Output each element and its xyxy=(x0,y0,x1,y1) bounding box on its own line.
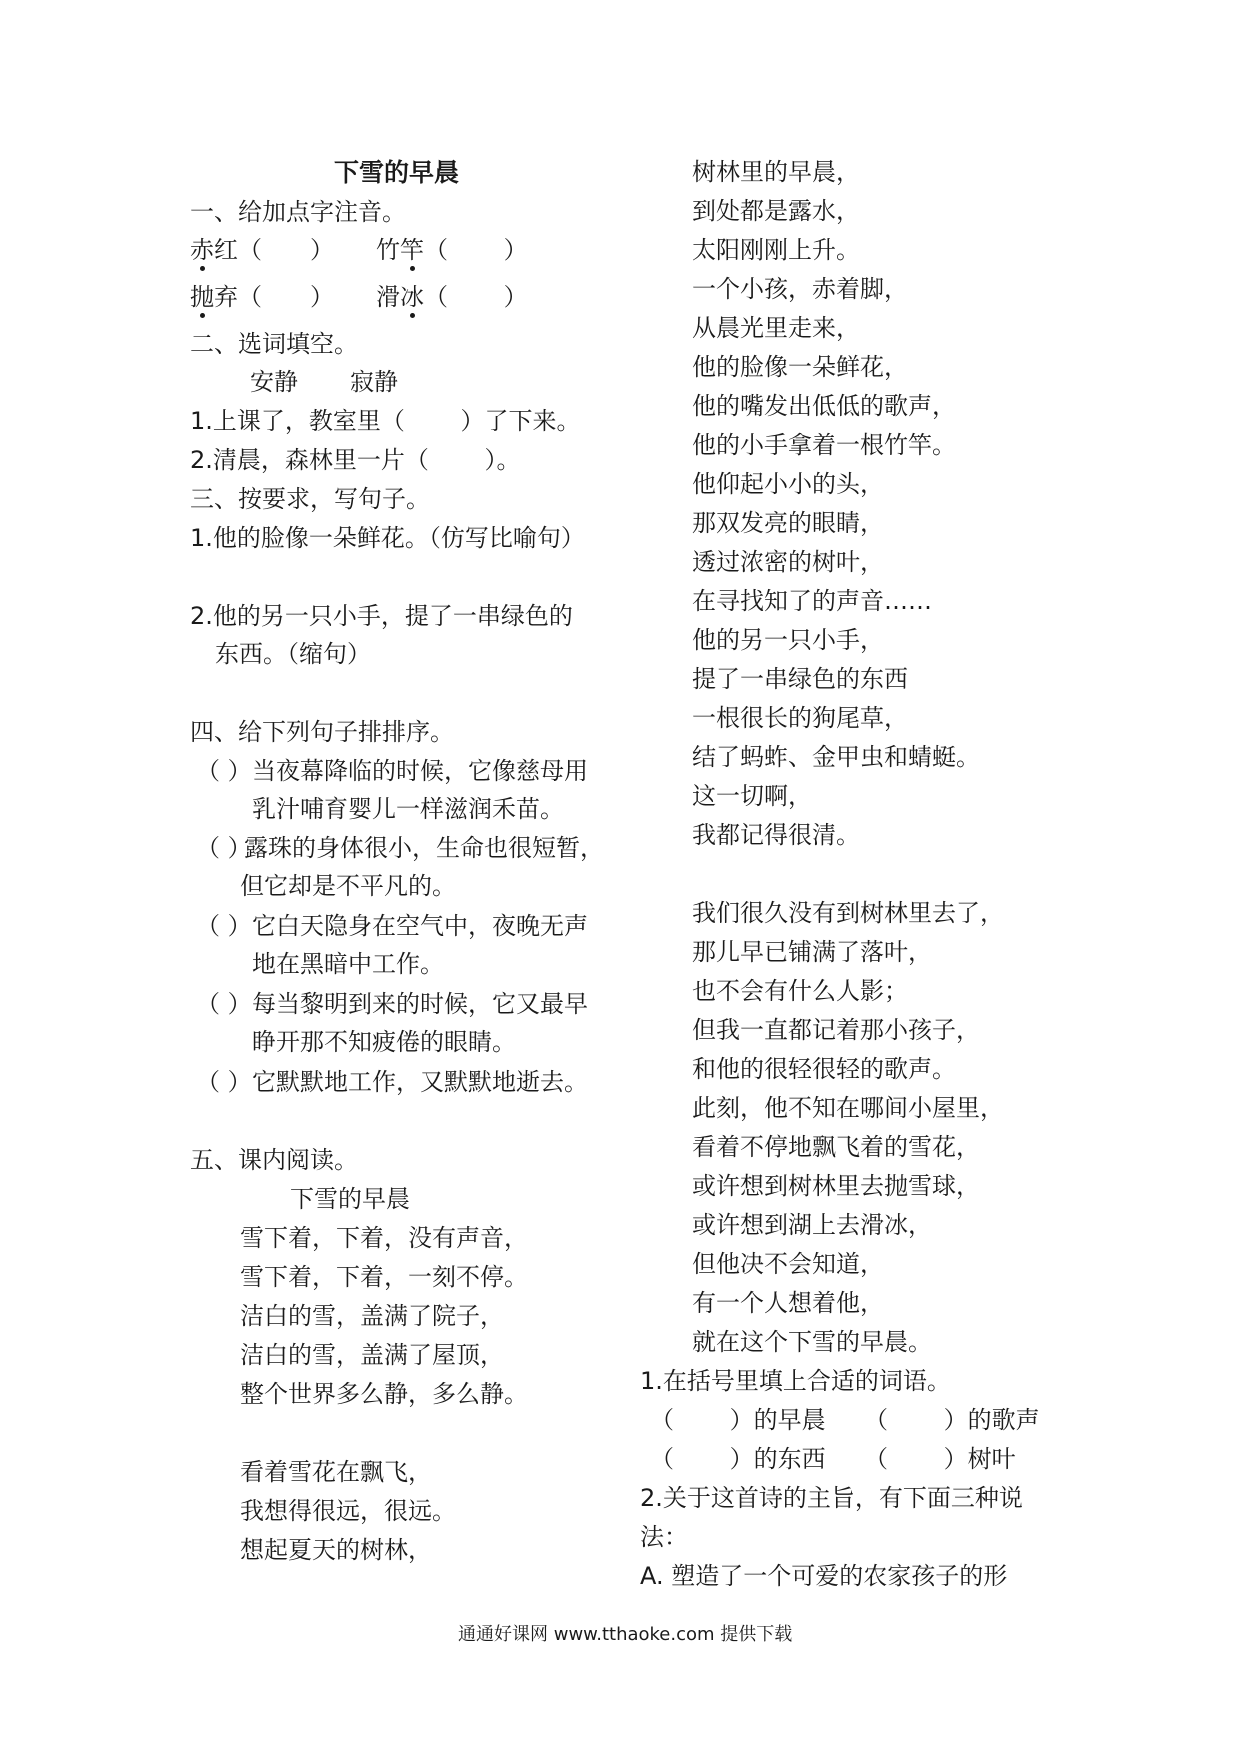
pinyin-item-text: （ ） xyxy=(424,236,528,264)
blank-phrase: （ ）的歌声 xyxy=(864,1406,1040,1434)
poem-line: 那双发亮的眼睛， xyxy=(692,509,884,537)
poem-line: 树林里的早晨， xyxy=(692,158,860,186)
poem-line: 从晨光里走来， xyxy=(692,314,860,342)
poem-line: 我都记得很清。 xyxy=(692,821,860,849)
dotted-char: 抛 xyxy=(190,283,214,311)
poem-line: 但我一直都记着那小孩子， xyxy=(692,1016,980,1044)
pinyin-item-text: 弃（ ） xyxy=(214,283,334,311)
section-4-heading: 四、给下列句子排排序。 xyxy=(190,718,454,746)
order-mark: （ ） xyxy=(196,912,252,940)
poem-line: 雪下着，下着，一刻不停。 xyxy=(240,1263,528,1291)
poem-line: 他仰起小小的头， xyxy=(692,470,884,498)
blank-phrase: （ ）的东西 xyxy=(650,1445,826,1473)
reading-question-1: 1.在括号里填上合适的词语。 xyxy=(640,1367,951,1395)
pinyin-row-2-item-b xyxy=(376,285,528,309)
order-item-line: 但它却是不平凡的。 xyxy=(240,872,456,900)
poem-line: 太阳刚刚上升。 xyxy=(692,236,860,264)
order-item-line: 每当黎明到来的时候，它又最早 xyxy=(252,990,588,1018)
section-5-heading: 五、课内阅读。 xyxy=(190,1146,358,1174)
plain-char: 竹 xyxy=(376,236,400,264)
poem-line: 提了一串绿色的东西 xyxy=(692,665,908,693)
poem-line: 或许想到湖上去滑冰， xyxy=(692,1211,932,1239)
sentence-question-2-line2: 东西。（缩句） xyxy=(215,640,371,668)
poem-line: 整个世界多么静，多么静。 xyxy=(240,1380,528,1408)
order-item-line: 当夜幕降临的时候，它像慈母用 xyxy=(252,757,588,785)
order-mark: （ ） xyxy=(196,757,252,785)
order-item-line: 睁开那不知疲倦的眼睛。 xyxy=(252,1028,516,1056)
poem-line: 这一切啊， xyxy=(692,782,812,810)
order-item-line: 地在黑暗中工作。 xyxy=(252,950,444,978)
poem-line: 但他决不会知道， xyxy=(692,1250,884,1278)
poem-line: 雪下着，下着，没有声音， xyxy=(240,1224,528,1252)
poem-line: 洁白的雪，盖满了屋顶， xyxy=(240,1341,504,1369)
poem-line: 那儿早已铺满了落叶， xyxy=(692,938,932,966)
poem-line: 他的另一只小手， xyxy=(692,626,884,654)
poem-line: 和他的很轻很轻的歌声。 xyxy=(692,1055,956,1083)
poem-line: 我想得很远，很远。 xyxy=(240,1497,456,1525)
dotted-char: 冰 xyxy=(400,283,424,311)
poem-line: 一根很长的狗尾草， xyxy=(692,704,908,732)
plain-char: 滑 xyxy=(376,283,400,311)
dotted-char: 竿 xyxy=(400,236,424,264)
poem-line: 或许想到树林里去抛雪球， xyxy=(692,1172,980,1200)
pinyin-item-text: 红（ ） xyxy=(214,236,334,264)
option-a: A. 塑造了一个可爱的农家孩子的形 xyxy=(640,1562,1008,1590)
order-mark: （ ） xyxy=(196,834,252,862)
dotted-char: 赤 xyxy=(190,236,214,264)
sentence-question-1: 1.他的脸像一朵鲜花。（仿写比喻句） xyxy=(190,524,585,552)
poem-line: 在寻找知了的声音…… xyxy=(692,587,932,615)
poem-title: 下雪的早晨 xyxy=(290,1185,410,1213)
order-item-line: 它白天隐身在空气中，夜晚无声 xyxy=(252,912,588,940)
word-choice-1: 安静 xyxy=(250,368,298,396)
reading-question-2-line2: 法： xyxy=(640,1523,688,1551)
order-item-line: 乳汁哺育婴儿一样滋润禾苗。 xyxy=(252,795,564,823)
section-1-heading: 一、给加点字注音。 xyxy=(190,198,406,226)
pinyin-item-text: （ ） xyxy=(424,283,528,311)
pinyin-row-1-item-a xyxy=(190,238,334,262)
word-choice-2: 寂静 xyxy=(350,368,398,396)
fill-question-2: 2.清晨，森林里一片（ ）。 xyxy=(190,446,521,474)
blank-phrase: （ ）的早晨 xyxy=(650,1406,826,1434)
order-item-line: 它默默地工作，又默默地逝去。 xyxy=(252,1068,588,1096)
sentence-question-2-line1: 2.他的另一只小手，提了一串绿色的 xyxy=(190,602,573,630)
poem-line: 我们很久没有到树林里去了， xyxy=(692,899,1004,927)
poem-line: 到处都是露水， xyxy=(692,197,860,225)
blank-phrase: （ ）树叶 xyxy=(864,1445,1016,1473)
order-mark: （ ） xyxy=(196,1068,252,1096)
section-3-heading: 三、按要求，写句子。 xyxy=(190,485,430,513)
poem-line: 他的小手拿着一根竹竿。 xyxy=(692,431,956,459)
poem-line: 也不会有什么人影； xyxy=(692,977,908,1005)
poem-line: 就在这个下雪的早晨。 xyxy=(692,1328,932,1356)
pinyin-row-1-item-b xyxy=(376,238,528,262)
order-item-line: 露珠的身体很小，生命也很短暂， xyxy=(244,834,604,862)
poem-line: 有一个人想着他， xyxy=(692,1289,884,1317)
poem-line: 他的嘴发出低低的歌声， xyxy=(692,392,956,420)
poem-line: 结了蚂蚱、金甲虫和蜻蜓。 xyxy=(692,743,980,771)
poem-line: 此刻，他不知在哪间小屋里， xyxy=(692,1094,1004,1122)
poem-line: 他的脸像一朵鲜花， xyxy=(692,353,908,381)
poem-line: 透过浓密的树叶， xyxy=(692,548,884,576)
pinyin-row-2-item-a xyxy=(190,285,334,309)
order-mark: （ ） xyxy=(196,990,252,1018)
page-footer: 通通好课网 www.tthaoke.com 提供下载 xyxy=(458,1624,793,1645)
poem-line: 一个小孩，赤着脚， xyxy=(692,275,908,303)
poem-line: 看着不停地飘飞着的雪花， xyxy=(692,1133,980,1161)
page-title: 下雪的早晨 xyxy=(334,158,460,187)
fill-question-1: 1.上课了，教室里（ ）了下来。 xyxy=(190,407,581,435)
section-2-heading: 二、选词填空。 xyxy=(190,330,358,358)
poem-line: 想起夏天的树林， xyxy=(240,1536,432,1564)
reading-question-2-line1: 2.关于这首诗的主旨，有下面三种说 xyxy=(640,1484,1023,1512)
poem-line: 看着雪花在飘飞， xyxy=(240,1458,432,1486)
poem-line: 洁白的雪，盖满了院子， xyxy=(240,1302,504,1330)
